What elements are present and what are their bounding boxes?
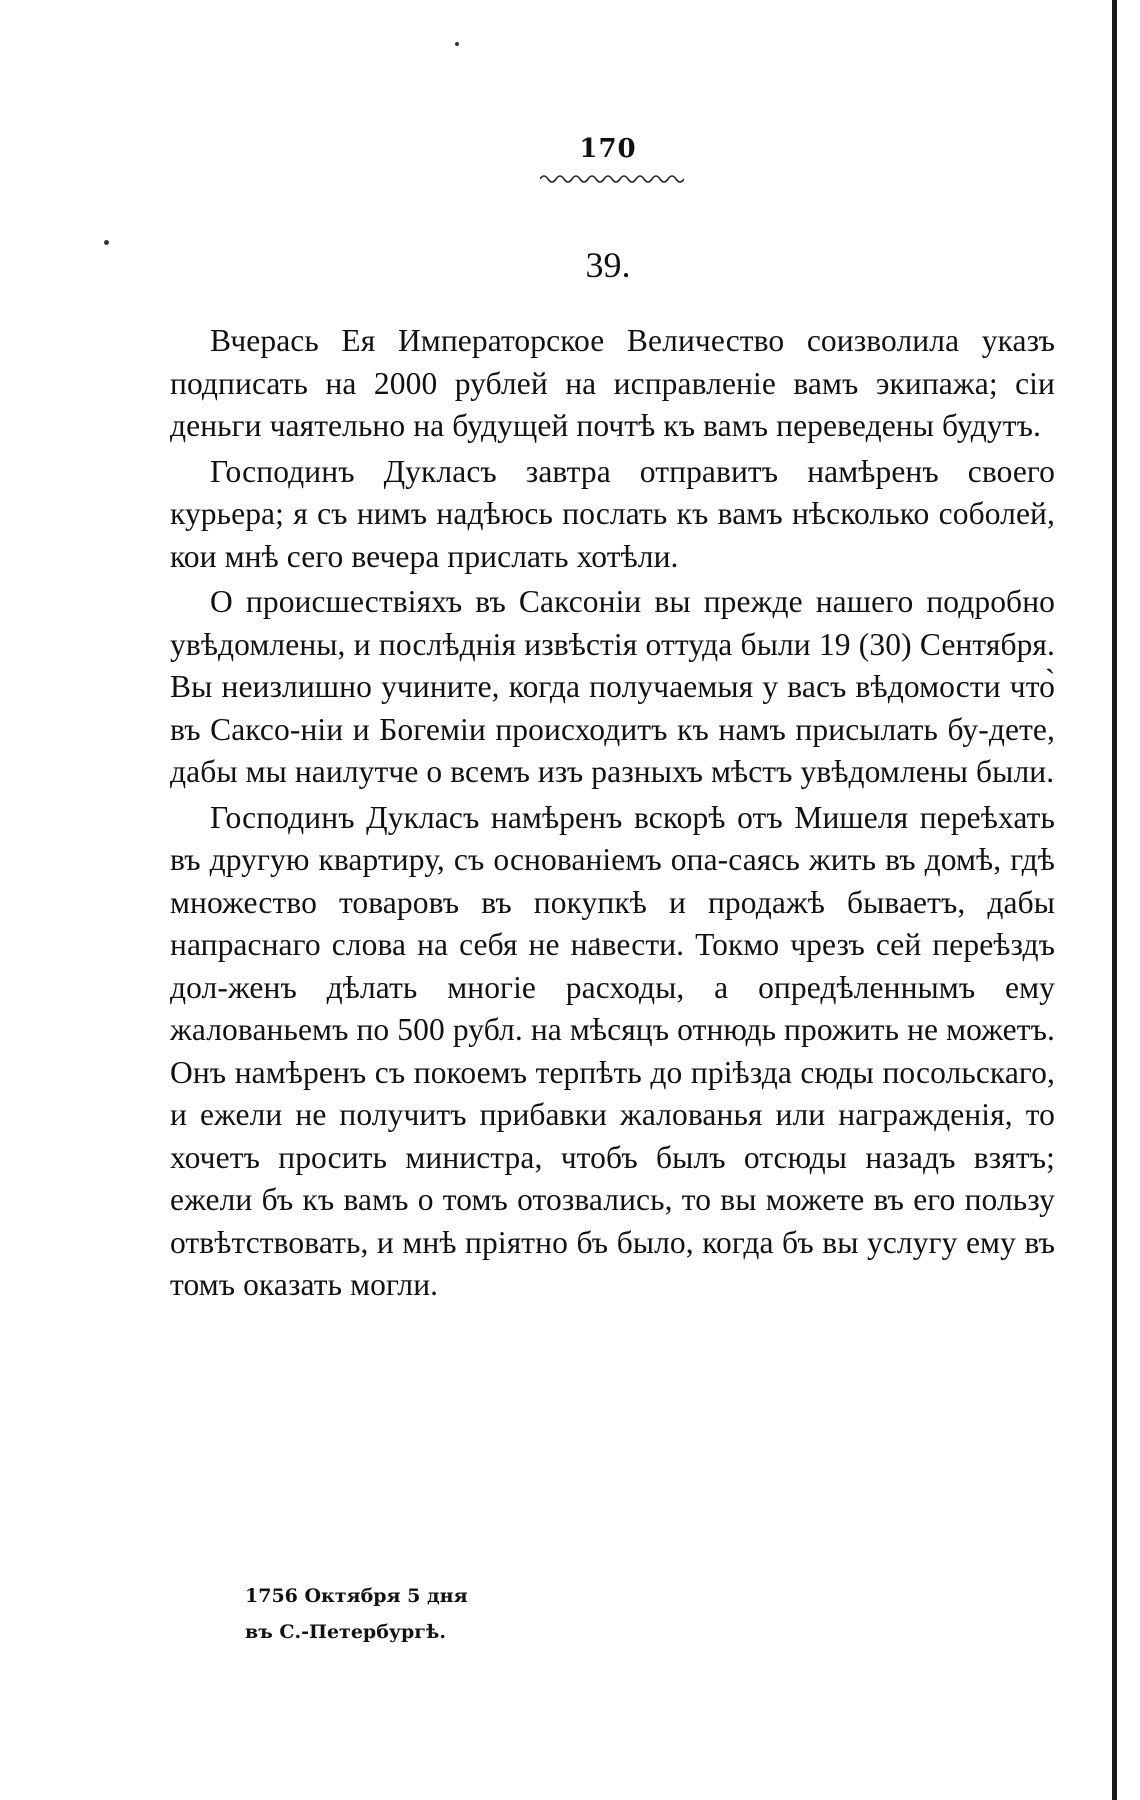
date-line: 1756 Октября 5 дня (245, 1585, 468, 1607)
date-place-block (245, 1578, 468, 1650)
place-line: въ С.-Петербургѣ. (245, 1621, 446, 1643)
document-number: 39. (585, 245, 631, 285)
wavy-divider (540, 172, 684, 186)
page-number: 170 (579, 134, 637, 164)
letter-body (170, 320, 1055, 1310)
paragraph: Господинъ Дукласъ завтра отправитъ намѣренъ своего курьера; я съ нимъ надѣюсь послать къ вамъ нѣсколько соболей, кои мнѣ сего вечера прислать хотѣли. (170, 453, 1055, 574)
ink-speck (455, 42, 459, 46)
paragraph: О происшествіяхъ въ Саксоніи вы прежде нашего подробно увѣдомлены, и послѣднія извѣстія оттуда были 19 (30) Сентября. Вы неизлишно учините, когда получаемыя у васъ вѣдомости что̀ въ Саксо-ніи и Богеміи происходитъ къ намъ присылать бу-дете, дабы мы наилутче о всемъ изъ разныхъ мѣстъ увѣдомлены были. (170, 584, 1055, 789)
paragraph: Вчерась Ея Императорское Величество соизволила указъ подписать на 2000 рублей на исправленіе вамъ экипажа; сіи деньги чаятельно на будущей почтѣ къ вамъ переведены будутъ. (170, 323, 1055, 443)
paragraph: Господинъ Дукласъ намѣренъ вскорѣ отъ Мишеля переѣхать въ другую квартиру, съ основаніемъ опа-саясь жить въ домѣ, гдѣ множество товаровъ въ покупкѣ и продажѣ бываетъ, дабы напраснаго слова на себя не навести. Токмо чрезъ сей переѣздъ дол-женъ дѣлать многіе расходы, а опредѣленнымъ ему жалованьемъ по 500 рубл. на мѣсяцъ отнюдь прожить не можетъ. Онъ намѣренъ съ покоемъ терпѣть до пріѣзда сюды посольскаго, и ежели не получитъ прибавки жалованья или награжденія, то хочетъ просить министра, чтобъ былъ отсюды назадъ взятъ; ежели бъ къ вамъ о томъ отозвались, то вы можете въ его пользу отвѣтствовать, и мнѣ пріятно бъ было, когда бъ вы услугу ему въ томъ оказать могли. (170, 799, 1055, 1302)
